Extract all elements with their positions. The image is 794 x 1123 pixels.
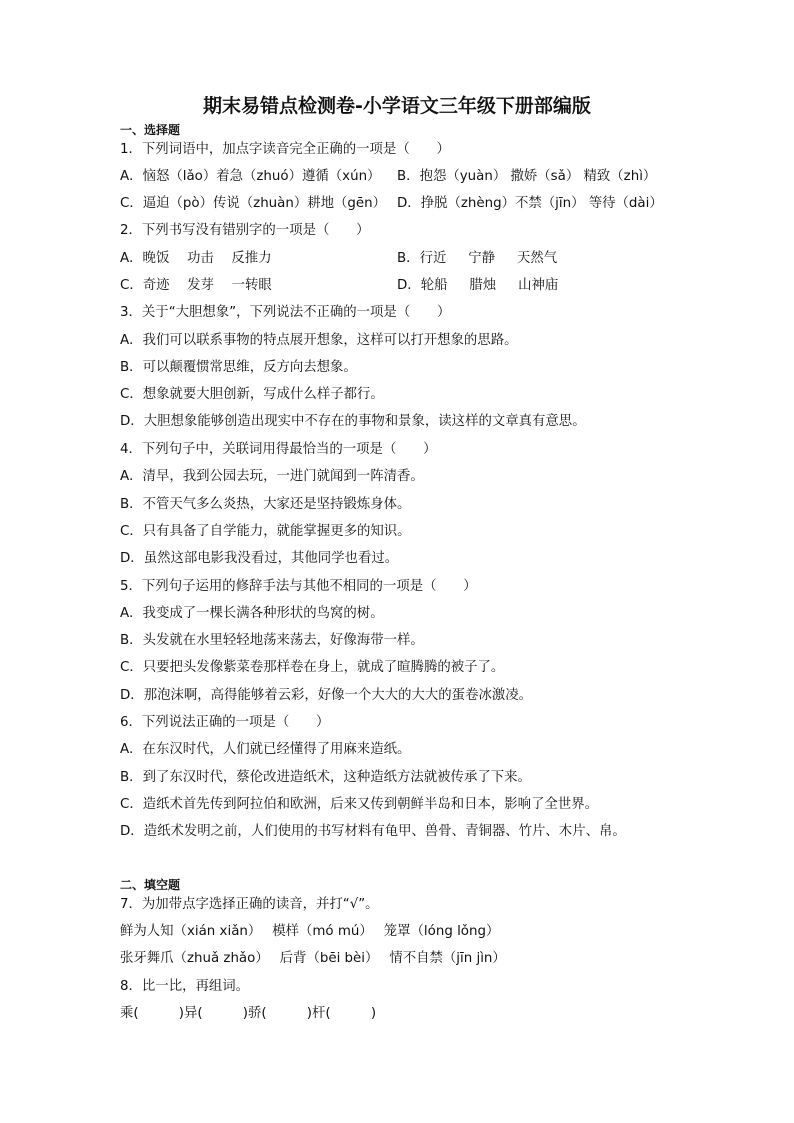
q5-option-b: B．头发就在水里轻轻地荡来荡去，好像海带一样。: [120, 633, 424, 648]
q6-option-b: B．到了东汉时代，蔡伦改进造纸术，这种造纸方法就被传承了下来。: [120, 770, 531, 785]
q7-line-1: 鲜为人知（xián xiǎn） 模样（mó mú） 笼罩（lóng lǒng）: [120, 924, 500, 939]
q4-option-d: D．虽然这部电影我没看过，其他同学也看过。: [120, 551, 399, 566]
q2-stem: 2．下列书写没有错别字的一项是（ ）: [120, 223, 370, 238]
q1-option-d: D．挣脱（zhèng）不禁（jīn） 等待（dài）: [397, 196, 663, 211]
q1-option-c: C．逼迫（pò）传说（zhuàn）耕地（gēn）: [120, 196, 387, 211]
q2-option-a: A．晚饭 功击 反推力: [120, 251, 272, 266]
q4-option-a: A．清早，我到公园去玩，一进门就闻到一阵清香。: [120, 469, 424, 484]
section-heading-fill: 二、填空题: [120, 878, 181, 892]
q1-stem: 1．下列词语中，加点字读音完全正确的一项是（ ）: [120, 142, 450, 157]
q2-option-c: C．奇迹 发芽 一转眼: [120, 278, 272, 293]
q5-stem: 5．下列句子运用的修辞手法与其他不相同的一项是（ ）: [120, 579, 477, 594]
q7-line-2: 张牙舞爪（zhuǎ zhǎo） 后背（bēi bèi） 情不自禁（jīn jìn）: [120, 951, 506, 966]
q8-stem: 8．比一比，再组词。: [120, 979, 250, 994]
q5-option-c: C．只要把头发像紫菜卷那样卷在身上，就成了暄腾腾的被子了。: [120, 660, 505, 675]
q4-option-c: C．只有具备了自学能力，就能掌握更多的知识。: [120, 524, 411, 539]
section-heading-choice: 一、选择题: [120, 123, 181, 137]
q2-option-d: D．轮船 腊烛 山神庙: [397, 278, 559, 293]
q3-option-b: B．可以颠覆惯常思维，反方向去想象。: [120, 360, 357, 375]
q3-option-a: A．我们可以联系事物的特点展开想象，这样可以打开想象的思路。: [120, 333, 518, 348]
q6-option-d: D．造纸术发明之前，人们使用的书写材料有龟甲、兽骨、青铜器、竹片、木片、帛。: [120, 824, 626, 839]
q2-option-b: B．行近 宁静 天然气: [397, 251, 558, 266]
q4-stem: 4．下列句子中，关联词用得最恰当的一项是（ ）: [120, 442, 437, 457]
q3-option-d: D．大胆想象能够创造出现实中不存在的事物和景象，读这样的文章真有意思。: [120, 414, 586, 429]
q6-option-c: C．造纸术首先传到阿拉伯和欧洲，后来又传到朝鲜半岛和日本，影响了全世界。: [120, 797, 599, 812]
q3-stem: 3．关于“大胆想象”，下列说法不正确的一项是（ ）: [120, 305, 451, 320]
q7-stem: 7．为加带点字选择正确的读音，并打“√”。: [120, 897, 379, 912]
page-title: 期末易错点检测卷-小学语文三年级下册部编版: [203, 95, 591, 117]
q6-stem: 6．下列说法正确的一项是（ ）: [120, 715, 330, 730]
q6-option-a: A．在东汉时代，人们就已经懂得了用麻来造纸。: [120, 742, 411, 757]
q3-option-c: C．想象就要大胆创新，写成什么样子都行。: [120, 387, 384, 402]
q5-option-d: D．那泡沫啊，高得能够着云彩，好像一个大大的大大的蛋卷冰激凌。: [120, 688, 533, 703]
q1-option-b: B．抱怨（yuàn） 撒娇（sǎ） 精致（zhì）: [397, 169, 657, 184]
q8-line-1: 乘( )异( )骄( )杆( ): [120, 1006, 377, 1021]
q1-option-a: A．恼怒（lǎo）着急（zhuó）遵循（xún）: [120, 169, 381, 184]
q4-option-b: B．不管天气多么炎热，大家还是坚持锻炼身体。: [120, 497, 411, 512]
q5-option-a: A．我变成了一棵长满各种形状的鸟窝的树。: [120, 606, 384, 621]
